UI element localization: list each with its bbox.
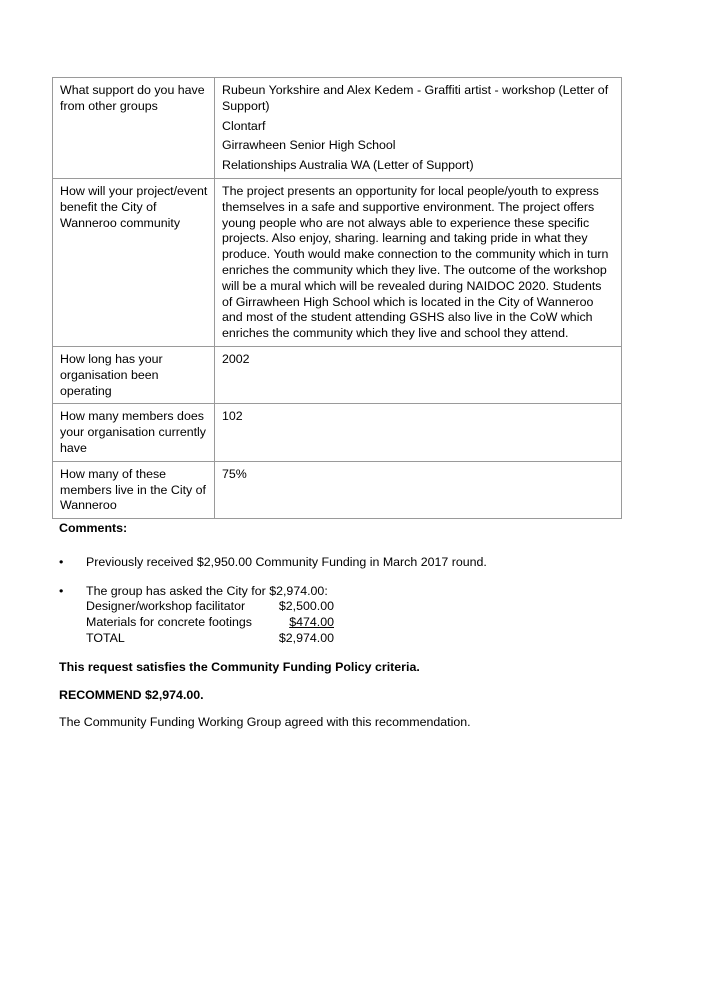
recommendation: RECOMMEND $2,974.00. <box>59 687 204 702</box>
cost-amount-underlined: $474.00 <box>289 615 334 630</box>
application-details-table <box>52 77 622 519</box>
answer-cell: The project presents an opportunity for local people/youth to express themselves in a safe and supportive environment. The project offers young people who are not always able to experience these specific projects. Also enjoy, sharing. learning and taking pride in what they produce. Youth would make connection to the community which in turn enriches the community which they live. The outcome of the workshop will be a mural which will be revealed during NAIDOC 2020. Students of Girrawheen High School which is located in the City of Wanneroo and most of the student attending GSHS also live in the CoW which enriches the community which they live and school they attend. <box>215 178 622 346</box>
support-line: Clontarf <box>222 118 266 133</box>
table-row <box>53 346 622 403</box>
previous-funding-text: Previously received $2,950.00 Community Funding in March 2017 round. <box>86 554 487 569</box>
answer-cell: 75% <box>215 461 622 518</box>
support-line: Relationships Australia WA (Letter of Support) <box>222 158 474 173</box>
list-item <box>59 555 659 571</box>
support-line: Rubeun Yorkshire and Alex Kedem - Graffiti artist - workshop (Letter of Support) <box>222 83 609 113</box>
request-amount-text: The group has asked the City for $2,974.00: <box>86 583 328 598</box>
working-group-note: The Community Funding Working Group agreed with this recommendation. <box>59 715 471 730</box>
bullet-icon: • <box>59 583 64 598</box>
table-row <box>53 78 622 179</box>
comments-heading: Comments: <box>59 521 128 535</box>
comments-section <box>59 521 659 731</box>
question-cell: What support do you have from other groups <box>53 78 215 179</box>
bullet-icon: • <box>59 554 64 569</box>
cost-amount: $2,974.00 <box>278 630 334 645</box>
table-row <box>53 404 622 461</box>
cost-label: TOTAL <box>86 630 125 645</box>
answer-cell: 102 <box>215 404 622 461</box>
table-row <box>53 461 622 518</box>
cost-amount <box>261 615 334 631</box>
cost-amount: $2,500.00 <box>278 599 334 614</box>
cost-line <box>86 631 659 647</box>
question-cell: How will your project/event benefit the City of Wanneroo community <box>53 178 215 346</box>
cost-label: Materials for concrete footings <box>86 615 252 630</box>
question-cell: How many of these members live in the City of Wanneroo <box>53 461 215 518</box>
policy-statement: This request satisfies the Community Funding Policy criteria. <box>59 659 420 674</box>
cost-label: Designer/workshop facilitator <box>86 599 246 614</box>
question-cell: How many members does your organisation currently have <box>53 404 215 461</box>
table-row <box>53 178 622 346</box>
answer-cell: 2002 <box>215 346 622 403</box>
question-cell: How long has your organisation been operating <box>53 346 215 403</box>
list-item <box>59 584 659 647</box>
cost-line <box>86 615 659 631</box>
cost-line <box>86 599 659 615</box>
support-line: Girrawheen Senior High School <box>222 138 396 153</box>
answer-cell <box>215 78 622 179</box>
